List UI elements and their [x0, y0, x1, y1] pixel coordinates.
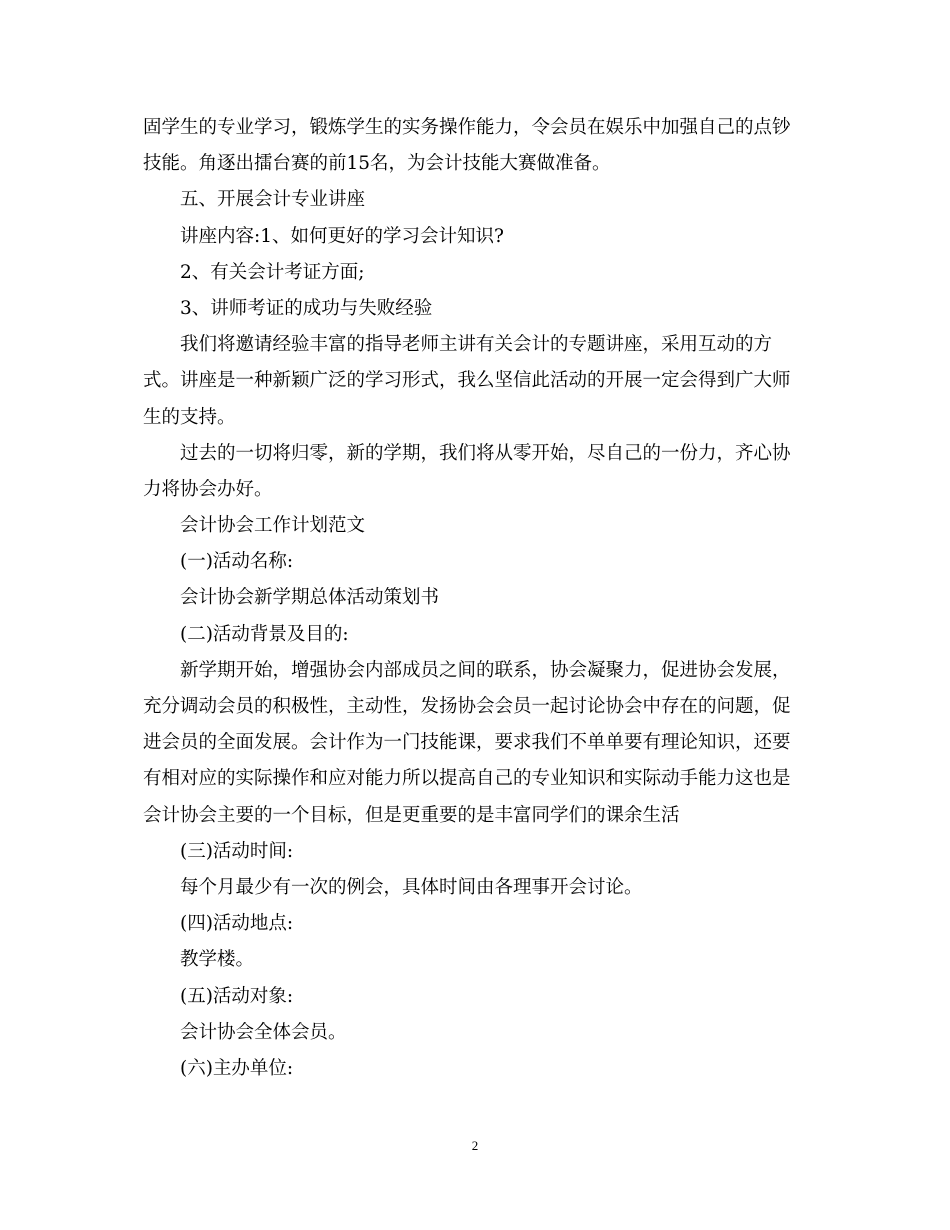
- subheading-activity-location: (四)活动地点:: [180, 913, 294, 935]
- text-line: 我们将邀请经验丰富的指导老师主讲有关会计的专题讲座，采用互动的方: [180, 334, 773, 356]
- document-body: [143, 110, 809, 1087]
- subheading-organizer: (六)主办单位:: [180, 1057, 294, 1079]
- text-line: 会计协会全体会员。: [180, 1021, 347, 1043]
- subheading-activity-target: (五)活动对象:: [180, 985, 294, 1007]
- subheading-activity-time: (三)活动时间:: [180, 840, 294, 862]
- text-line: 有相对应的实际操作和应对能力所以提高自己的专业知识和实际动手能力这也是: [143, 768, 791, 790]
- text-line: 充分调动会员的积极性，主动性，发扬协会会员一起讨论协会中存在的问题，促: [143, 696, 791, 717]
- section-heading-lecture: 五、开展会计专业讲座: [180, 189, 366, 211]
- text-line: 过去的一切将归零，新的学期，我们将从零开始，尽自己的一份力，齐心协: [180, 442, 791, 464]
- subheading-background: (二)活动背景及目的:: [180, 623, 349, 645]
- text-line: 3、讲师考证的成功与失败经验: [180, 297, 433, 319]
- text-line: 生的支持。: [143, 406, 236, 428]
- body-text: [143, 110, 809, 1087]
- page-number: 2: [471, 1138, 479, 1153]
- text-line: 固学生的专业学习，锻炼学生的实务操作能力，令会员在娱乐中加强自己的点钞: [143, 117, 791, 138]
- text-line: 式。讲座是一种新颖广泛的学习形式，我么坚信此活动的开展一定会得到广大师: [143, 370, 791, 392]
- text-line: 2、有关会计考证方面;: [180, 261, 365, 283]
- text-line: 新学期开始，增强协会内部成员之间的联系，协会凝聚力，促进协会发展，: [180, 659, 791, 681]
- text-line: 教学楼。: [180, 949, 255, 971]
- text-line: 力将协会办好。: [143, 478, 273, 500]
- text-line: 会计协会主要的一个目标，但是更重要的是丰富同学们的课余生活: [143, 804, 680, 826]
- text-line: 每个月最少有一次的例会，具体时间由各理事开会讨论。: [180, 876, 643, 898]
- text-line: 讲座内容:1、如何更好的学习会计知识?: [180, 225, 504, 247]
- section-title-plan: 会计协会工作计划范文: [180, 515, 366, 537]
- text-line: 进会员的全面发展。会计作为一门技能课，要求我们不单单要有理论知识，还要: [143, 732, 791, 754]
- text-line: 技能。角逐出擂台赛的前15名，为会计技能大赛做准备。: [143, 153, 611, 175]
- subheading-activity-name: (一)活动名称:: [180, 551, 294, 573]
- text-line: 会计协会新学期总体活动策划书: [180, 587, 440, 609]
